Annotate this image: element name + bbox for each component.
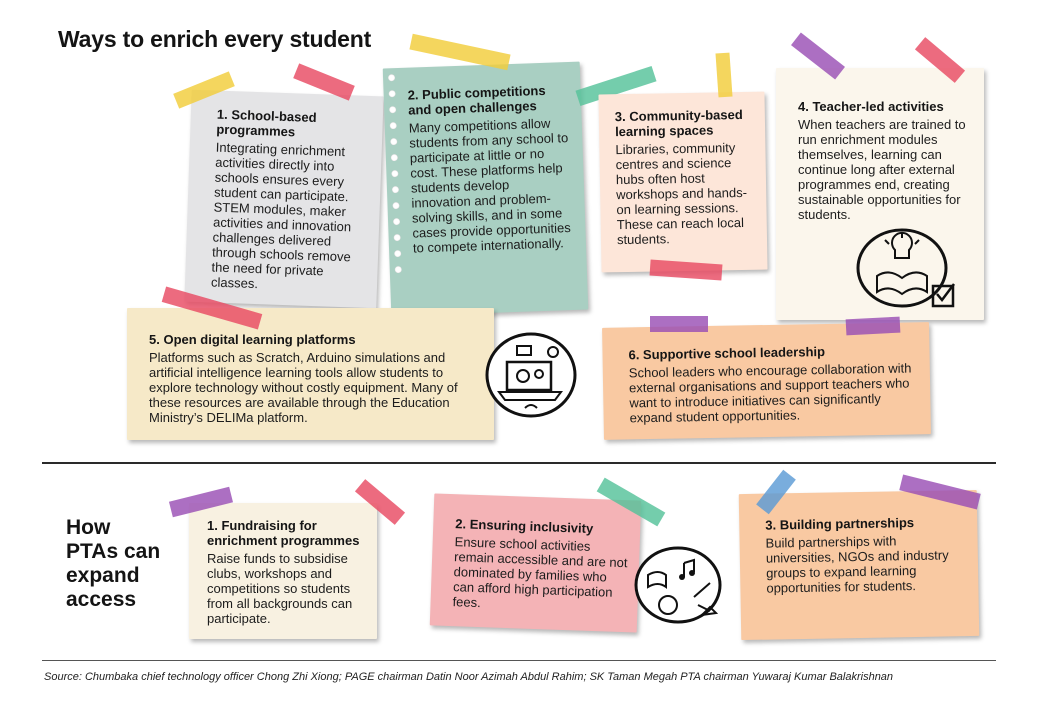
card-body: Many competitions allow students from any school to participate at little or no cost. These platforms help students develop innovation and problem-solving skills, and in some cases provide opportunities to compete internationally. — [408, 115, 571, 256]
tape — [715, 53, 732, 98]
card-body: Raise funds to subsidise clubs, workshops and competitions so students from all backgrounds can participate. — [207, 551, 353, 626]
card-heading: 5. Open digital learning platforms — [149, 332, 356, 347]
card-heading: 3. Community-based learning spaces — [614, 106, 743, 140]
card-heading: 6. Supportive school leadership — [628, 343, 826, 363]
tape — [409, 34, 510, 70]
card-school-leadership — [602, 322, 931, 440]
section-divider — [42, 462, 996, 464]
tape — [650, 316, 708, 332]
art-music-sports-icon — [632, 545, 728, 636]
card-body: When teachers are trained to run enrichment modules themselves, learning can continue long after external programmes end, creating sustainable opportunities for students. — [798, 117, 966, 222]
main-title: Ways to enrich every student — [58, 26, 372, 52]
source-divider — [42, 660, 996, 661]
pta-section-title: How PTAs can expand access — [66, 516, 161, 611]
card-community-spaces — [598, 92, 767, 273]
card-heading: 3. Building partnerships — [765, 515, 915, 533]
tape — [846, 317, 901, 336]
card-school-based — [184, 90, 383, 309]
card-partnerships — [739, 490, 980, 640]
lightbulb-book-icon — [855, 228, 965, 319]
card-fundraising — [189, 503, 377, 639]
card-body: Platforms such as Scratch, Arduino simulations and artificial intelligence learning tools allow students to explore technology without costly equipment. Many of these resources are available through the Education Ministry’s DELIMa platform. — [149, 350, 458, 425]
card-body: Ensure school activities remain accessible and are not dominated by families who can afford high participation fees. — [452, 534, 628, 611]
card-heading: 1. School-based programmes — [216, 106, 317, 140]
card-body: School leaders who encourage collaboration with external organisations and support teachers who want to introduce initiatives can significantly expand student opportunities. — [628, 360, 912, 426]
card-heading: 2. Public competitions and open challenges — [407, 82, 546, 118]
card-heading: 4. Teacher-led activities — [798, 99, 944, 114]
card-inclusivity — [430, 493, 641, 632]
card-heading: 2. Ensuring inclusivity — [455, 516, 594, 536]
card-body: Build partnerships with universities, NGOs and industry groups to expand learning opportunities for students. — [765, 533, 949, 596]
card-public-competitions — [383, 62, 589, 317]
source-credit: Source: Chumbaka chief technology officer Chong Zhi Xiong; PAGE chairman Datin Noor Azimah Abdul Rahim; SK Taman Megah PTA chairman Yuwaraj Kumar Balakrishnan — [44, 671, 894, 683]
spiral-holes — [388, 74, 403, 282]
laptop-gears-icon — [483, 330, 579, 425]
card-digital-platforms — [127, 308, 494, 440]
card-body: Libraries, community centres and science hubs often host workshops and hands-on learning sessions. These can reach local students. — [615, 140, 748, 248]
card-heading: 1. Fundraising for enrichment programmes — [207, 518, 360, 548]
card-body: Integrating enrichment activities directly into schools ensures every student can participate. STEM modules, maker activities and innovation challenges delivered through schools remove the need for private classes. — [210, 139, 352, 292]
